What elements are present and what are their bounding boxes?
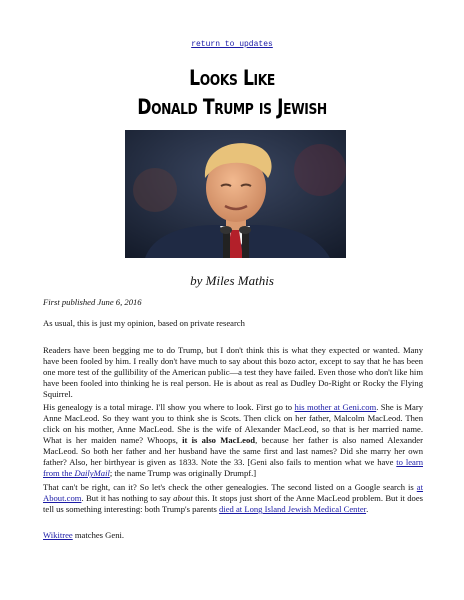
return-to-updates-link[interactable]: return to updates [191,40,273,49]
return-link-wrapper [0,40,464,49]
paragraph-2 [43,402,423,479]
p2-bold: it is also MacLeod [182,435,256,445]
byline: by Miles Mathis [190,273,274,288]
p3-text-1: That can't be right, can it? So let's check the other genealogies. The second listed on a Google search is [43,482,417,492]
p2-text-2: . She is Mary Anne MacLeod. So they want you to think she is Scots. Then click on her father, Malcolm MacLeod. Then click on his mother, Anne MacLeod. She is the wife of Alexander MacLeod, so that is her married name. What is her maiden name? Whoops, [43,402,423,445]
geni-mother-link[interactable]: his mother at Geni.com [294,402,377,412]
dailymail-link-italic: DailyMail [74,468,110,478]
article-title-line1: Looks Like [189,66,275,90]
article-title-line2: Donald Trump is Jewish [137,95,327,119]
dailymail-link-text: to learn from the [43,457,423,478]
p2-text-4: ; the name Trump was originally Drumpf.] [109,468,257,478]
about-com-link[interactable]: at About.com [43,482,423,503]
p4-text: matches Geni. [72,530,125,540]
p2-text-1: His genealogy is a total mirage. I'll show you where to look. First go to [43,402,295,412]
p2-text-3: , because her father is also named Alexander MacLeod. So both her father and her husband have the same first and last names? Did she marry her own father? Also, her birthyear is given as 1833. Note the 33. [Geni also fails to mention what we have [43,435,423,467]
p3-text-4: . [366,504,369,514]
paragraph-4 [43,530,423,541]
wikitree-link[interactable]: Wikitree [43,530,73,540]
paragraph-3 [43,482,423,515]
paragraph-1: Readers have been begging me to do Trump, but I don't think this is what they expected or wanted. Many have been fooled by him. I really don't have much to say about this bozo actor, except to say that he has been one more test of the gullibility of the American public—a test they have failed. Even those who don't like him have been fooled into thinking he is real person. He is about as real as Dudley Do-Right or Rocky the Flying Squirrel. [43,345,423,399]
p3-text-3: this. It stops just short of the Anne MacLeod problem. But it does tell us something interesting: both Trump's parents [43,493,423,514]
portrait-illustration [125,130,346,258]
p3-italic: about [173,493,193,503]
p3-text-2: . But it has nothing to say [81,493,174,503]
disclaimer: As usual, this is just my opinion, based on private research [43,318,245,328]
portrait-photo [125,130,346,258]
published-date: First published June 6, 2016 [43,297,142,307]
jewish-medical-center-link[interactable]: died at Long Island Jewish Medical Center [219,504,367,514]
